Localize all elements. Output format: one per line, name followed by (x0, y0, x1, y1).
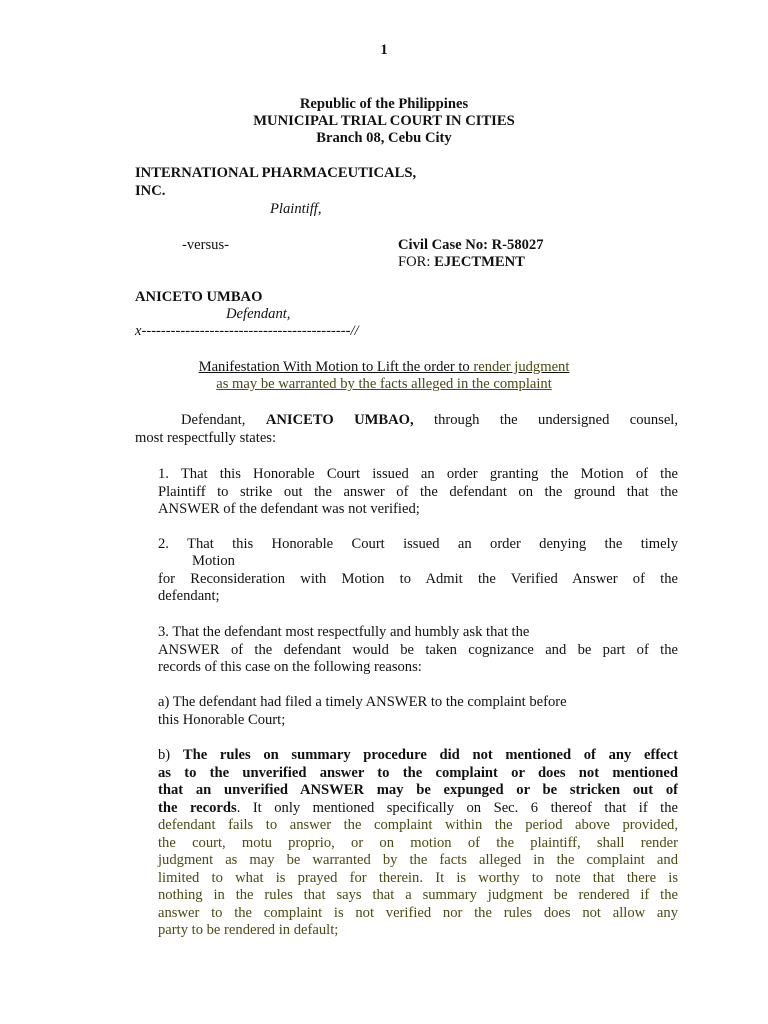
item-b-line9: nothing in the rules that says that a summary judgment be rendered if the (158, 887, 678, 903)
para1-line2: Plaintiff to strike out the answer of the defendant on the ground that the (158, 484, 678, 500)
intro-defendant-name: ANICETO UMBAO, (265, 412, 414, 428)
item-b-line7: judgment as may be warranted by the facts alleged in the complaint and (158, 852, 678, 868)
item-b-line1 (158, 747, 678, 764)
plaintiff-role: Plaintiff, (270, 201, 322, 217)
defendant-name: ANICETO UMBAO (135, 289, 263, 305)
para2-line2: Motion (192, 553, 235, 569)
plaintiff-name-line2: INC. (135, 183, 166, 199)
para2-line1: 2. That this Honorable Court issued an order denying the timely (158, 536, 678, 552)
case-nature-label: FOR: (398, 254, 435, 270)
intro-text-a: Defendant, (181, 412, 266, 428)
item-b-line3: that an unverified ANSWER may be expunged or be stricken out of (158, 782, 678, 798)
caption-branch: Branch 08, Cebu City (316, 130, 452, 146)
item-b-line11: party to be rendered in default; (158, 922, 339, 938)
para1-line3: ANSWER of the defendant was not verified; (158, 501, 420, 517)
title-line1-text: Manifestation With Motion to Lift the order to (198, 359, 474, 375)
intro-text-c: through the undersigned counsel, (413, 412, 678, 428)
case-number (398, 237, 544, 254)
item-a-line2: this Honorable Court; (158, 712, 286, 728)
case-number-value: R-58027 (491, 237, 544, 253)
item-b-marker: b) (158, 747, 183, 763)
caption-court: MUNICIPAL TRIAL COURT IN CITIES (253, 113, 515, 129)
case-nature-value: EJECTMENT (434, 254, 525, 270)
para1-line1: 1. That this Honorable Court issued an order granting the Motion of the (158, 466, 678, 482)
page-number: 1 (380, 42, 388, 58)
defendant-role: Defendant, (226, 306, 291, 322)
case-number-label: Civil Case No: (398, 237, 492, 253)
item-b-line8 (158, 870, 678, 887)
para3-line1: 3. That the defendant most respectfully and humbly ask that the (158, 624, 530, 640)
versus-label: -versus- (182, 237, 230, 253)
item-b-line5: defendant fails to answer the complaint within the period above provided, (158, 817, 678, 833)
item-b-line10: answer to the complaint is not verified nor the rules does not allow any (158, 905, 678, 921)
item-b-line4-bold: the records (158, 800, 237, 816)
caption-separator: x-------------------------------------------// (135, 323, 359, 339)
para2-line3: for Reconsideration with Motion to Admit the Verified Answer of the (158, 571, 678, 587)
item-b-line8-rest: It is worthy to note that there is (423, 870, 678, 886)
item-b-line6: the court, motu proprio, or on motion of the plaintiff, shall render (158, 835, 678, 851)
item-b-line4 (158, 800, 678, 817)
case-nature (398, 254, 525, 271)
para2-line4: defendant; (158, 588, 220, 604)
item-a-line1: a) The defendant had filed a timely ANSWER to the complaint before (158, 694, 567, 710)
plaintiff-name-line1: INTERNATIONAL PHARMACEUTICALS, (135, 165, 417, 181)
item-b-line2: as to the unverified answer to the complaint or does not mentioned (158, 765, 678, 781)
para3-line3: records of this case on the following reasons: (158, 659, 422, 675)
intro-line1 (181, 412, 678, 429)
caption-republic: Republic of the Philippines (299, 96, 469, 112)
intro-line2: most respectfully states: (135, 430, 277, 446)
title-line2: as may be warranted by the facts alleged in the complaint (216, 376, 552, 392)
para3-line2: ANSWER of the defendant would be taken cognizance and be part of the (158, 642, 678, 658)
item-b-line4-rest: . It only mentioned specifically on Sec. 6 thereof that if the (236, 800, 678, 816)
title-line1 (0, 359, 768, 376)
item-b-line8-olive: limited to what is prayed for therein. (158, 870, 423, 886)
item-b-line1-bold: The rules on summary procedure did not mentioned of any effect (182, 747, 678, 763)
title-line1-emphasis: render judgment (473, 359, 570, 375)
